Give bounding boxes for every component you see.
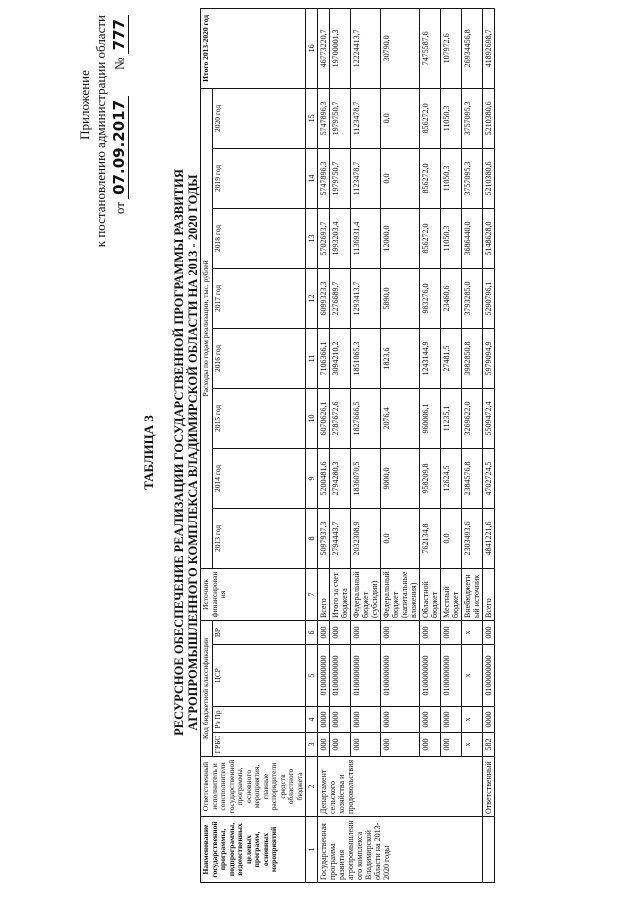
column-number: 4 <box>306 707 318 733</box>
year-value-cell: 1836070,5 <box>351 448 381 508</box>
column-number: 10 <box>306 388 318 448</box>
csr-cell: 0100000000 <box>351 645 381 707</box>
rzpr-cell: 0000 <box>351 707 381 733</box>
total-value-cell: 7475587,6 <box>420 8 441 88</box>
source-cell: Федеральный бюджет (капитальные вложения) <box>381 568 420 620</box>
vr-cell: x <box>462 620 483 644</box>
vr-cell: 000 <box>483 620 495 644</box>
year-value-cell: 5747896,3 <box>318 148 330 208</box>
year-value-cell: 856272,0 <box>420 88 441 148</box>
year-value-cell: 3982850,8 <box>462 328 483 388</box>
table-row <box>318 8 330 882</box>
column-number: 14 <box>306 148 318 208</box>
total-value-cell: 41892698,7 <box>483 8 495 88</box>
table-row <box>420 8 441 882</box>
csr-cell: 0100000000 <box>483 645 495 707</box>
table-row <box>330 8 351 882</box>
year-value-cell: 6070626,1 <box>318 388 330 448</box>
column-number: 1 <box>306 817 318 883</box>
year-value-cell: 3793285,0 <box>462 268 483 328</box>
empty-cell <box>483 817 495 883</box>
year-value-cell: 3686440,0 <box>462 208 483 268</box>
total-value-cell: 46773220,7 <box>318 8 330 88</box>
column-number: 3 <box>306 733 318 757</box>
col-header-expenses: Расходы по годам реализации, тыс. рублей <box>201 88 213 568</box>
year-value-cell: 2787672,6 <box>330 388 351 448</box>
year-value-cell: 2076,4 <box>381 388 420 448</box>
column-number: 7 <box>306 568 318 620</box>
column-number: 15 <box>306 88 318 148</box>
vr-cell: 000 <box>318 620 330 644</box>
year-value-cell: 0,0 <box>381 88 420 148</box>
source-cell: Областной бюджет <box>420 568 441 620</box>
year-value-cell: 856272,0 <box>420 148 441 208</box>
source-cell: Внебюджетный источник <box>462 568 483 620</box>
column-number: 5 <box>306 645 318 707</box>
table-body <box>318 8 495 882</box>
source-cell: Федеральный бюджет (субсидии) <box>351 568 381 620</box>
year-value-cell: 11050,3 <box>441 208 462 268</box>
source-cell: Местный бюджет <box>441 568 462 620</box>
resolution-line: к постановлению администрации области <box>93 15 108 248</box>
total-value-cell: 30790,0 <box>381 8 420 88</box>
date-prefix: от <box>112 202 127 215</box>
year-value-cell: 11050,3 <box>441 148 462 208</box>
grbs-cell: 000 <box>330 733 351 757</box>
column-number: 6 <box>306 620 318 644</box>
year-value-cell: 2032308,9 <box>351 508 381 568</box>
col-header-csr: ЦСР <box>212 645 306 707</box>
source-cell: Итого за счет бюджета <box>330 568 351 620</box>
year-value-cell: 5509472,4 <box>483 388 495 448</box>
column-number: 2 <box>306 757 318 817</box>
column-number: 8 <box>306 508 318 568</box>
rzpr-cell: 0000 <box>441 707 462 733</box>
year-value-cell: 2303493,6 <box>462 508 483 568</box>
decree-number: 777 <box>110 15 129 54</box>
year-value-cell: 11050,3 <box>441 88 462 148</box>
column-number: 9 <box>306 448 318 508</box>
year-value-cell: 5890,0 <box>381 268 420 328</box>
csr-cell: 0100000000 <box>381 645 420 707</box>
source-cell: Всего <box>483 568 495 620</box>
year-value-cell: 5210380,6 <box>483 88 495 148</box>
vr-cell: 000 <box>420 620 441 644</box>
vr-cell: 000 <box>330 620 351 644</box>
column-number: 16 <box>306 8 318 88</box>
year-value-cell: 4702724,5 <box>483 448 495 508</box>
vr-cell: 000 <box>381 620 420 644</box>
year-value-cell: 4841221,6 <box>483 508 495 568</box>
resource-table-wrapper <box>200 9 495 883</box>
year-value-cell: 5290796,1 <box>483 268 495 328</box>
program-name-cell: Государственная программа развития агропромышленного комплекса Владимирской области на 2013-2020 годы <box>318 817 483 883</box>
year-value-cell: 12624,5 <box>441 448 462 508</box>
year-value-cell: 2794443,7 <box>330 508 351 568</box>
year-value-cell: 5200481,6 <box>318 448 330 508</box>
col-header-source: Источник финансирования <box>201 568 306 620</box>
column-number-row <box>306 8 318 882</box>
rzpr-cell: 0000 <box>330 707 351 733</box>
col-header-year: 2019 год <box>212 148 306 208</box>
col-header-year: 2016 год <box>212 328 306 388</box>
col-header-year: 2015 год <box>212 388 306 448</box>
total-value-cell: 107972,6 <box>441 8 462 88</box>
year-value-cell: 960006,1 <box>420 388 441 448</box>
col-header-responsible: Ответственный исполнитель и соисполнители государственной программы, основного мероприятия, главные распорядители средств областного бюджета <box>201 757 306 817</box>
year-value-cell: 3094210,2 <box>330 328 351 388</box>
year-value-cell: 23460,6 <box>441 268 462 328</box>
csr-cell: 0100000000 <box>330 645 351 707</box>
responsible-cell: Департамент сельского хозяйства и продовольствия <box>318 757 483 817</box>
col-header-year: 2020 год <box>212 88 306 148</box>
table-row <box>381 8 420 882</box>
grbs-cell: 000 <box>318 733 330 757</box>
col-header-name: Наименование государственной программы, подпрограммы, ведомственных целевых программ, основных мероприятий <box>201 817 306 883</box>
vr-cell: 000 <box>351 620 381 644</box>
table-row <box>483 8 495 882</box>
year-value-cell: 958209,8 <box>420 448 441 508</box>
grbs-cell: 000 <box>381 733 420 757</box>
rzpr-cell: 0000 <box>381 707 420 733</box>
col-header-budget-code: Код бюджетной классификации <box>201 620 213 756</box>
year-value-cell: 1979750,7 <box>330 148 351 208</box>
decree-date: 07.09.2017 <box>110 96 129 199</box>
year-value-cell: 1851065,3 <box>351 328 381 388</box>
table-row <box>441 8 462 882</box>
col-header-year: 2013 год <box>212 508 306 568</box>
appendix-label: Приложение <box>77 70 92 140</box>
document-heading-line-2: АГРОПРОМЫШЛЕННОГО КОМПЛЕКСА ВЛАДИМИРСКОЙ ОБЛАСТИ НА 2013 - 2020 ГОДЫ <box>186 174 200 731</box>
year-value-cell: 5747896,3 <box>318 88 330 148</box>
responsible-cell: Ответственный <box>483 757 495 817</box>
source-cell: Всего <box>318 568 330 620</box>
year-value-cell: 1993203,4 <box>330 208 351 268</box>
rzpr-cell: 0000 <box>483 707 495 733</box>
grbs-cell: 582 <box>483 733 495 757</box>
year-value-cell: 12000,0 <box>381 208 420 268</box>
col-header-vr: ВР <box>212 620 306 644</box>
col-header-year: 2014 год <box>212 448 306 508</box>
year-value-cell: 1823,6 <box>381 328 420 388</box>
decree-line <box>112 15 127 285</box>
header-row-1 <box>201 8 213 882</box>
col-header-grbs: ГРБС <box>212 733 306 757</box>
year-value-cell: 1136931,4 <box>351 208 381 268</box>
year-value-cell: 1243144,9 <box>420 328 441 388</box>
grbs-cell: 000 <box>420 733 441 757</box>
grbs-cell: 000 <box>351 733 381 757</box>
rzpr-cell: 0000 <box>420 707 441 733</box>
grbs-cell: x <box>462 733 483 757</box>
year-value-cell: 7106366,1 <box>318 328 330 388</box>
csr-cell: 0100000000 <box>441 645 462 707</box>
table-title: ТАБЛИЦА 3 <box>141 415 156 490</box>
year-value-cell: 762134,8 <box>420 508 441 568</box>
column-number: 11 <box>306 328 318 388</box>
year-value-cell: 0,0 <box>381 508 420 568</box>
year-value-cell: 5979094,9 <box>483 328 495 388</box>
header-row-2 <box>212 8 294 882</box>
year-value-cell: 5210380,6 <box>483 148 495 208</box>
year-value-cell: 9000,0 <box>381 448 420 508</box>
year-value-cell: 5097937,3 <box>318 508 330 568</box>
year-value-cell: 856272,0 <box>420 208 441 268</box>
table-row <box>462 8 483 882</box>
year-value-cell: 3269622,0 <box>462 388 483 448</box>
col-header-year: 2017 год <box>212 268 306 328</box>
year-value-cell: 0,0 <box>441 508 462 568</box>
year-value-cell: 3757095,3 <box>462 148 483 208</box>
col-header-year: 2018 год <box>212 208 306 268</box>
total-value-cell: 19700001,3 <box>330 8 351 88</box>
col-header-total: Итого 2013-2020 год <box>201 8 306 88</box>
year-value-cell: 2276689,7 <box>330 268 351 328</box>
year-value-cell: 27481,5 <box>441 328 462 388</box>
year-value-cell: 0,0 <box>381 148 420 208</box>
rzpr-cell: x <box>462 707 483 733</box>
grbs-cell: 000 <box>441 733 462 757</box>
year-value-cell: 1123478,7 <box>351 88 381 148</box>
csr-cell: 0100000000 <box>420 645 441 707</box>
year-value-cell: 2384576,8 <box>462 448 483 508</box>
vr-cell: 000 <box>441 620 462 644</box>
table-row <box>351 8 381 882</box>
year-value-cell: 5148628,0 <box>483 208 495 268</box>
year-value-cell: 983276,0 <box>420 268 441 328</box>
year-value-cell: 1827666,5 <box>351 388 381 448</box>
year-value-cell: 1293413,7 <box>351 268 381 328</box>
year-value-cell: 3757095,3 <box>462 88 483 148</box>
year-value-cell: 1123478,7 <box>351 148 381 208</box>
number-prefix: № <box>112 57 127 70</box>
column-number: 12 <box>306 268 318 328</box>
year-value-cell: 11235,1 <box>441 388 462 448</box>
rzpr-cell: 0000 <box>318 707 330 733</box>
year-value-cell: 5702693,7 <box>318 208 330 268</box>
document-heading-line-1: РЕСУРСНОЕ ОБЕСПЕЧЕНИЕ РЕАЛИЗАЦИИ ГОСУДАРСТВЕННОЙ ПРОГРАММЫ РАЗВИТИЯ <box>172 169 186 736</box>
year-value-cell: 1979750,7 <box>330 88 351 148</box>
column-number: 13 <box>306 208 318 268</box>
total-value-cell: 12224413,7 <box>351 8 381 88</box>
csr-cell: x <box>462 645 483 707</box>
col-header-rzpr: Рз Пр <box>212 707 306 733</box>
year-value-cell: 2794280,3 <box>330 448 351 508</box>
total-value-cell: 26934456,8 <box>462 8 483 88</box>
resource-table <box>200 8 495 883</box>
csr-cell: 0100000000 <box>318 645 330 707</box>
year-value-cell: 6099323,3 <box>318 268 330 328</box>
